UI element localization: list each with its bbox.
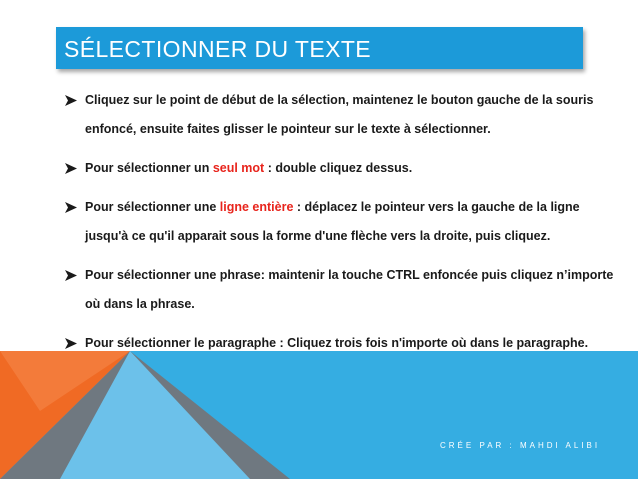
- bullet-item: [65, 154, 625, 183]
- bullet-text: Pour sélectionner une: [85, 200, 220, 214]
- arrow-bullet-icon: [65, 154, 79, 183]
- arrow-bullet-icon: [65, 86, 79, 115]
- bullet-list: [65, 86, 625, 368]
- bullet-text: : déplacez le pointeur vers la gauche de la ligne jusqu'à ce qu'il apparait sous la forme d'une flèche vers la droite, puis cliquez.: [85, 200, 580, 243]
- bullet-text: Pour sélectionner un: [85, 161, 213, 175]
- highlighted-term: seul mot: [212, 161, 265, 175]
- author-credit: CRÉE PAR : MAHDI ALIBI: [440, 441, 601, 450]
- bullet-item: [65, 86, 625, 144]
- arrow-bullet-icon: [65, 193, 79, 222]
- highlighted-term: ligne entière: [219, 200, 294, 214]
- footer-decoration: [0, 351, 638, 479]
- slide-title: SÉLECTIONNER DU TEXTE: [64, 36, 372, 62]
- bullet-text: Pour sélectionner le paragraphe : Cliquez trois fois n'importe où dans le paragraphe.: [85, 336, 589, 350]
- bullet-text: Cliquez sur le point de début de la sélection, maintenez le bouton gauche de la souris enfoncé, ensuite faites glisser le pointeur sur le texte à sélectionner.: [85, 93, 594, 136]
- footer-shapes: [0, 351, 638, 479]
- bullet-item: [65, 193, 625, 251]
- arrow-bullet-icon: [65, 261, 79, 290]
- bullet-text: Pour sélectionner une phrase: maintenir la touche CTRL enfoncée puis cliquez n’importe où dans la phrase.: [85, 268, 614, 311]
- bullet-item: [65, 261, 625, 319]
- title-bar: [56, 27, 583, 69]
- bullet-text: : double cliquez dessus.: [264, 161, 413, 175]
